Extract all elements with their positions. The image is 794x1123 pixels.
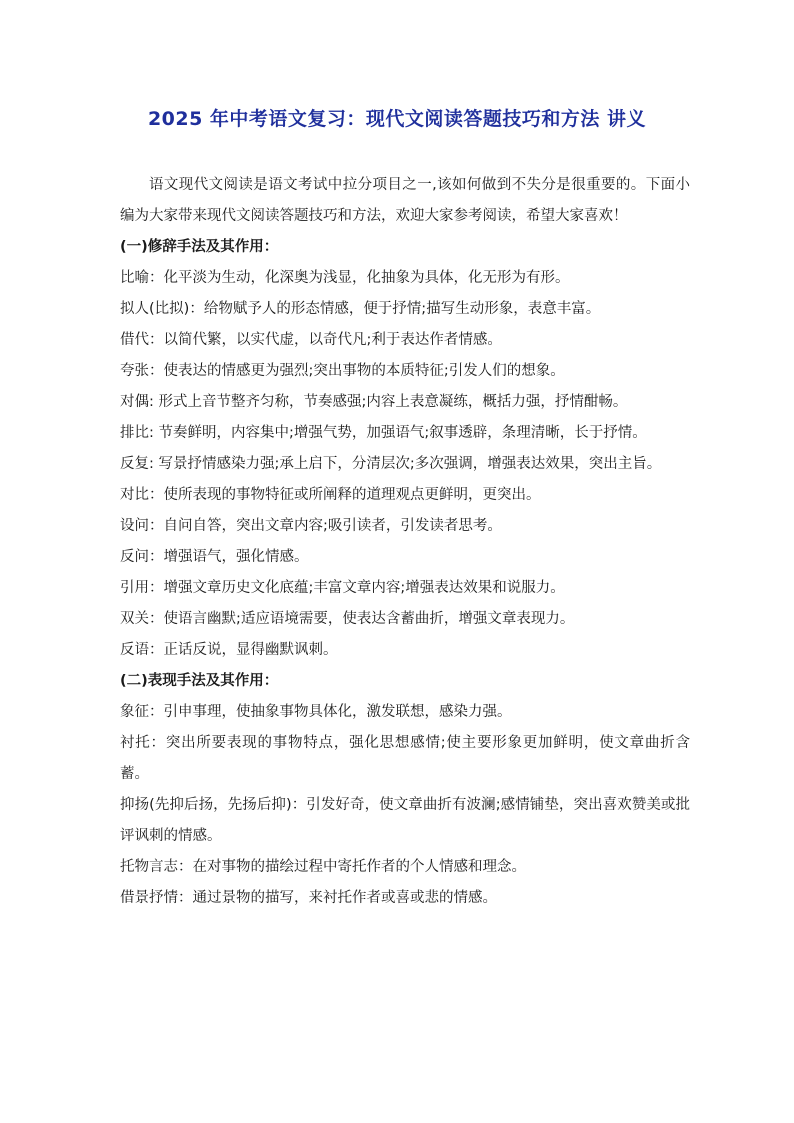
- rhetoric-item-rhetorical-question: 反问：增强语气，强化情感。: [120, 549, 309, 565]
- expression-item-foil: 衬托：突出所要表现的事物特点，强化思想感情;使主要形象更加鲜明，使文章曲折含蓄。: [120, 735, 690, 782]
- document-body: [120, 170, 690, 914]
- expression-item-symbolism: 象征：引申事理，使抽象事物具体化，激发联想，感染力强。: [120, 704, 512, 720]
- section-heading-rhetoric: (一)修辞手法及其作用：: [120, 239, 279, 255]
- rhetoric-item-pun: 双关：使语言幽默;适应语境需要，使表达含蓄曲折，增强文章表现力。: [120, 611, 575, 627]
- intro-paragraph: 语文现代文阅读是语文考试中拉分项目之一,该如何做到不失分是很重要的。下面小编为大家带来现代文阅读答题技巧和方法，欢迎大家参考阅读，希望大家喜欢！: [120, 177, 690, 224]
- expression-item-scenery-emotion: 借景抒情：通过景物的描写，来衬托作者或喜或悲的情感。: [120, 890, 497, 906]
- rhetoric-item-personification: 拟人(比拟)：给物赋予人的形态情感，便于抒情;描写生动形象，表意丰富。: [120, 301, 601, 317]
- rhetoric-item-antithesis: 对偶: 形式上音节整齐匀称，节奏感强;内容上表意凝练，概括力强，抒情酣畅。: [120, 394, 628, 410]
- rhetoric-item-parallelism: 排比: 节奏鲜明，内容集中;增强气势，加强语气;叙事透辟，条理清晰，长于抒情。: [120, 425, 647, 441]
- section-heading-expression: (二)表现手法及其作用：: [120, 673, 279, 689]
- rhetoric-item-metonymy: 借代：以简代繁，以实代虚，以奇代凡;利于表达作者情感。: [120, 332, 502, 348]
- rhetoric-item-metaphor: 比喻：化平淡为生动，化深奥为浅显，化抽象为具体，化无形为有形。: [120, 270, 570, 286]
- rhetoric-item-contrast: 对比：使所表现的事物特征或所阐释的道理观点更鲜明，更突出。: [120, 487, 541, 503]
- rhetoric-item-hypophora: 设问：自问自答，突出文章内容;吸引读者，引发读者思考。: [120, 518, 502, 534]
- expression-item-restraint-praise: 抑扬(先抑后扬，先扬后抑)：引发好奇，使文章曲折有波澜;感情铺垫，突出喜欢赞美或批评讽刺的情感。: [120, 797, 690, 844]
- rhetoric-item-irony: 反语：正话反说，显得幽默讽刺。: [120, 642, 338, 658]
- rhetoric-item-repetition: 反复: 写景抒情感染力强;承上启下，分清层次;多次强调，增强表达效果，突出主旨。: [120, 456, 662, 472]
- expression-item-object-aspiration: 托物言志：在对事物的描绘过程中寄托作者的个人情感和理念。: [120, 859, 526, 875]
- rhetoric-item-quotation: 引用：增强文章历史文化底蕴;丰富文章内容;增强表达效果和说服力。: [120, 580, 565, 596]
- rhetoric-item-hyperbole: 夸张：使表达的情感更为强烈;突出事物的本质特征;引发人们的想象。: [120, 363, 565, 379]
- document-title: 2025 年中考语文复习：现代文阅读答题技巧和方法 讲义: [147, 108, 647, 130]
